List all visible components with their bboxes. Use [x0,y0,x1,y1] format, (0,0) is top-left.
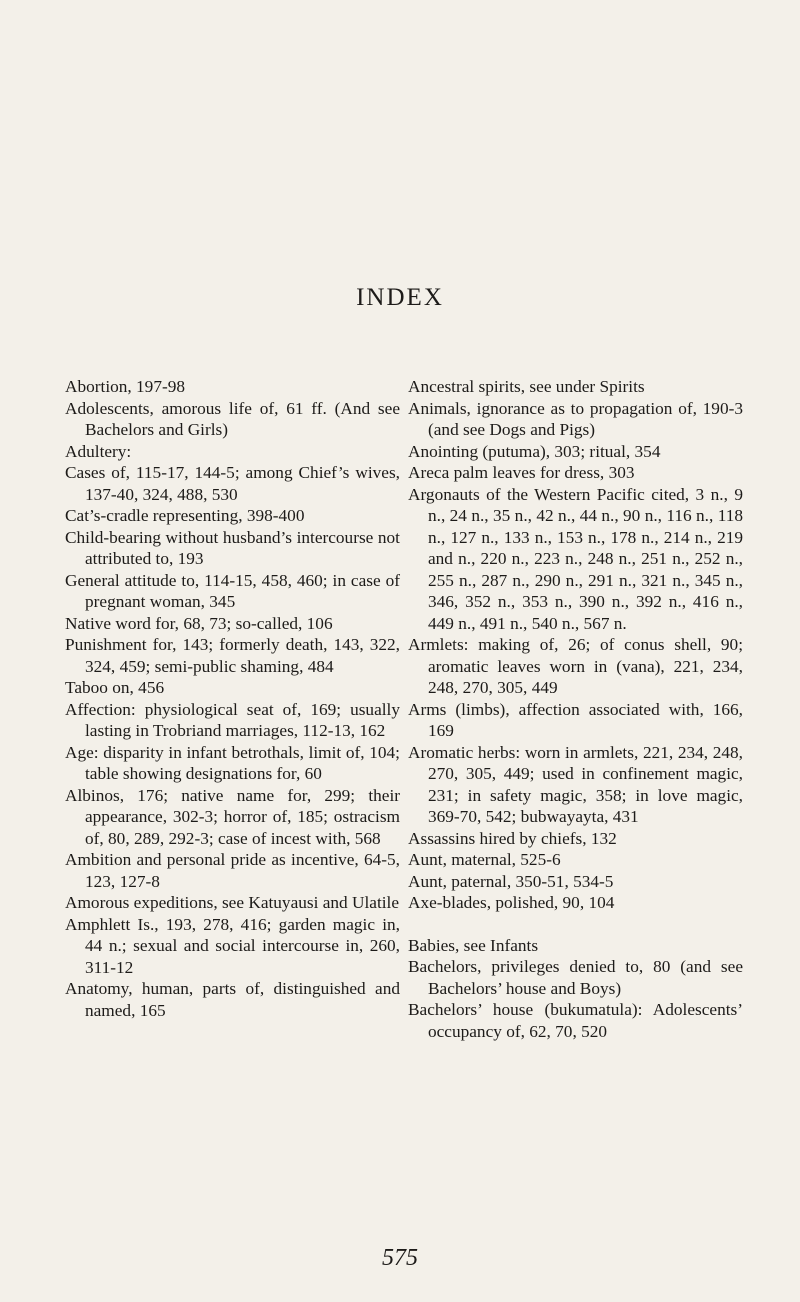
index-entry: Arms (limbs), affection associated with, 166, 169 [408,699,743,740]
index-subentry: General attitude to, 114-15, 458, 460; in case of pregnant woman, 345 [65,570,400,611]
index-subentry: Cases of, 115-17, 144-5; among Chief’s wives, 137-40, 324, 488, 530 [65,463,400,504]
index-entry: Aunt, paternal, 350-51, 534-5 [408,871,614,891]
index-entry: Amorous expeditions, see Katuyausi and Ulatile [65,893,400,912]
index-entry: Age: disparity in infant betrothals, limit of, 104; table showing designations for, 60 [65,742,400,783]
index-entry: Armlets: making of, 26; of conus shell, 90; aromatic leaves worn in (vana), 221, 234, 248, 270, 305, 449 [408,635,743,697]
index-subentry: Taboo on, 456 [65,678,165,697]
index-entry: Bachelors, privileges denied to, 80 (and see Bachelors’ house and Boys) [408,957,743,998]
index-entry: Adolescents, amorous life of, 61 ff. (And see Bachelors and Girls) [65,398,400,439]
index-subentry: Native word for, 68, 73; so-called, 106 [65,613,333,633]
index-subentry: Cat’s-cradle representing, 398-400 [65,506,305,525]
index-entry: Animals, ignorance as to propagation of, 190-3 (and see Dogs and Pigs) [408,398,743,439]
index-column-left [65,376,400,1021]
index-entry: Areca palm leaves for dress, 303 [408,463,635,482]
index-entry: Abortion, 197-98 [65,377,185,396]
index-subentry: Child-bearing without husband’s intercourse not attributed to, 193 [65,527,400,568]
index-entry: Assassins hired by chiefs, 132 [408,828,617,848]
index-entry: Axe-blades, polished, 90, 104 [408,893,615,912]
page-number: 575 [382,1245,418,1271]
index-entry: Anatomy, human, parts of, distinguished and named, 165 [65,979,400,1020]
index-entry: Babies, see Infants [408,935,539,955]
index-entry: Anointing (putuma), 303; ritual, 354 [408,441,661,461]
index-entry: Argonauts of the Western Pacific cited, 3 n., 9 n., 24 n., 35 n., 42 n., 44 n., 90 n., 116 n., 118 n., 127 n., 133 n., 153 n., 178 n., 214 n., 219 and n., 220 n., 223 n., 248 n., 251 n., 252 n., 255 n., 287 n., 290 n., 291 n., 321 n., 345 n., 346, 352 n., 353 n., 390 n., 392 n., 416 n., 449 n., 491 n., 540 n., 567 n. [408,484,743,633]
index-subentry: Punishment for, 143; formerly death, 143, 322, 324, 459; semi-public shaming, 484 [65,635,400,676]
index-entry: Albinos, 176; native name for, 299; their appearance, 302-3; horror of, 185; ostracism of, 80, 289, 292-3; case of incest with, 568 [65,785,400,848]
index-entry: Affection: physiological seat of, 169; usually lasting in Trobriand marriages, 112-13, 162 [65,699,400,740]
index-column-right [408,376,743,1042]
index-entry: Adultery: [65,441,132,461]
index-entry: Aunt, maternal, 525-6 [408,850,561,869]
index-entry: Aromatic herbs: worn in armlets, 221, 234, 248, 270, 305, 449; used in confinement magic, 231; in safety magic, 358; in love magic, 369-70, 542; bubwayayta, 431 [408,742,743,826]
index-entry: Bachelors’ house (bukumatula): Adolescents’ occupancy of, 62, 70, 520 [408,1000,743,1041]
page-title: INDEX [356,284,444,311]
index-entry: Amphlett Is., 193, 278, 416; garden magic in, 44 n.; sexual and social intercourse in, 260, 311-12 [65,914,400,977]
index-entry: Ambition and personal pride as incentive, 64-5, 123, 127-8 [65,850,400,891]
index-entry: Ancestral spirits, see under Spirits [408,377,645,396]
